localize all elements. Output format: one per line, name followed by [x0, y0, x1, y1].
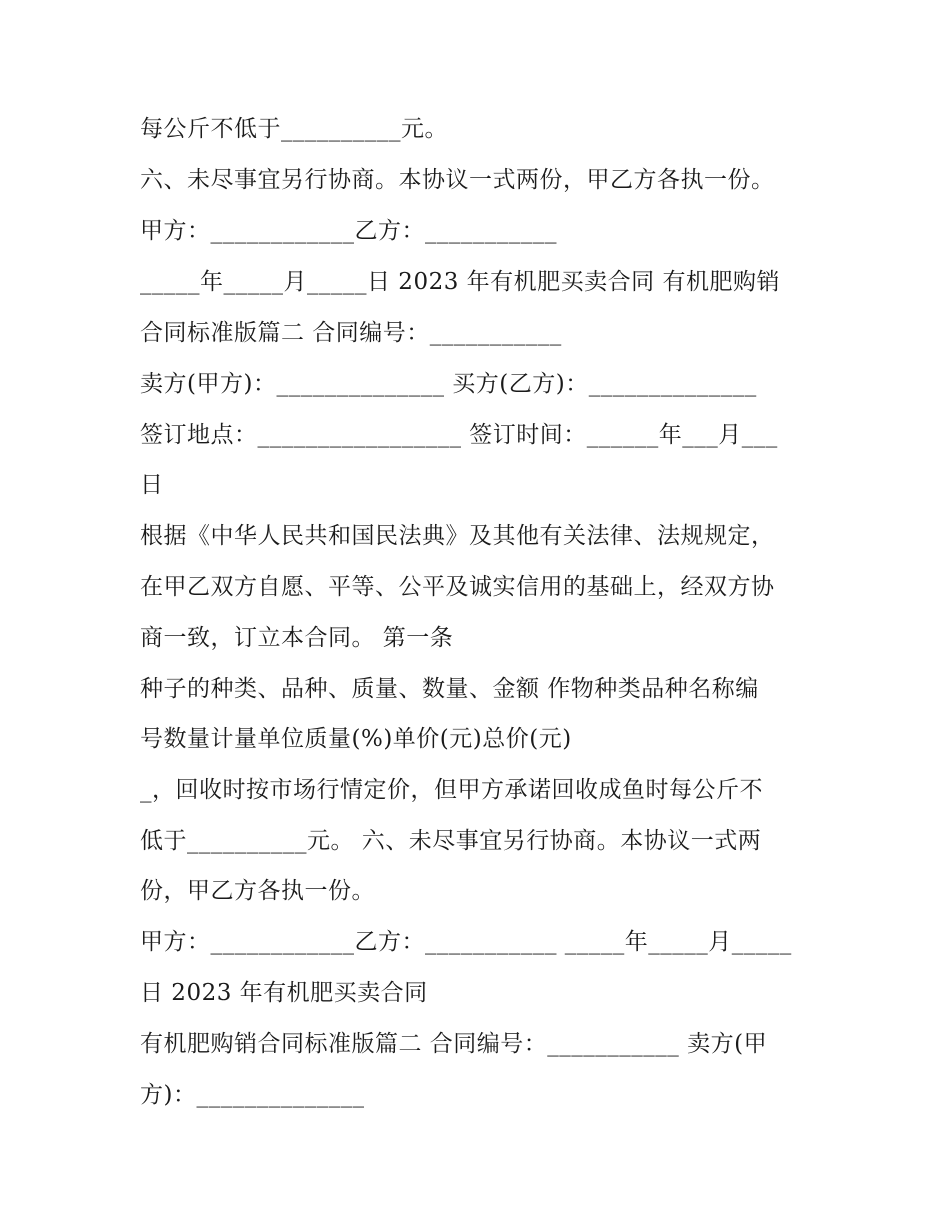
- text-line: 六、未尽事宜另行协商。本协议一式两份，甲乙方各执一份。: [140, 167, 775, 193]
- text-line: 根据《中华人民共和国民法典》及其他有关法律、法规规定，: [140, 523, 775, 549]
- text-line: 方)：______________: [140, 1082, 365, 1108]
- text-line: _____年_____月_____日 2023 年有机肥买卖合同 有机肥购销: [140, 269, 780, 295]
- text-line: 日: [140, 472, 164, 498]
- text-line: 有机肥购销合同标准版篇二 合同编号：___________ 卖方(甲: [140, 1031, 768, 1057]
- text-line: 商一致，订立本合同。 第一条: [140, 625, 454, 651]
- text-line: 合同标准版篇二 合同编号：___________: [140, 320, 562, 346]
- text-line: 甲方：____________乙方：___________: [140, 218, 557, 244]
- text-line: _，回收时按市场行情定价，但甲方承诺回收成鱼时每公斤不: [140, 777, 763, 803]
- text-line: 份，甲乙方各执一份。: [140, 878, 375, 904]
- text-line: 低于__________元。 六、未尽事宜另行协商。本协议一式两: [140, 828, 762, 854]
- text-line: 号数量计量单位质量(%)单价(元)总价(元): [140, 726, 572, 752]
- text-line: 在甲乙双方自愿、平等、公平及诚实信用的基础上，经双方协: [140, 574, 775, 600]
- text-line: 签订地点：_________________ 签订时间：______年___月___: [140, 422, 778, 448]
- text-line: 甲方：____________乙方：___________ _____年_____月_____: [140, 929, 792, 955]
- text-line: 日 2023 年有机肥买卖合同: [140, 980, 428, 1006]
- text-line: 种子的种类、品种、质量、数量、金额 作物种类品种名称编: [140, 676, 759, 702]
- text-line: 卖方(甲方)：______________ 买方(乙方)：______________: [140, 371, 757, 397]
- text-line: 每公斤不低于__________元。: [140, 116, 448, 142]
